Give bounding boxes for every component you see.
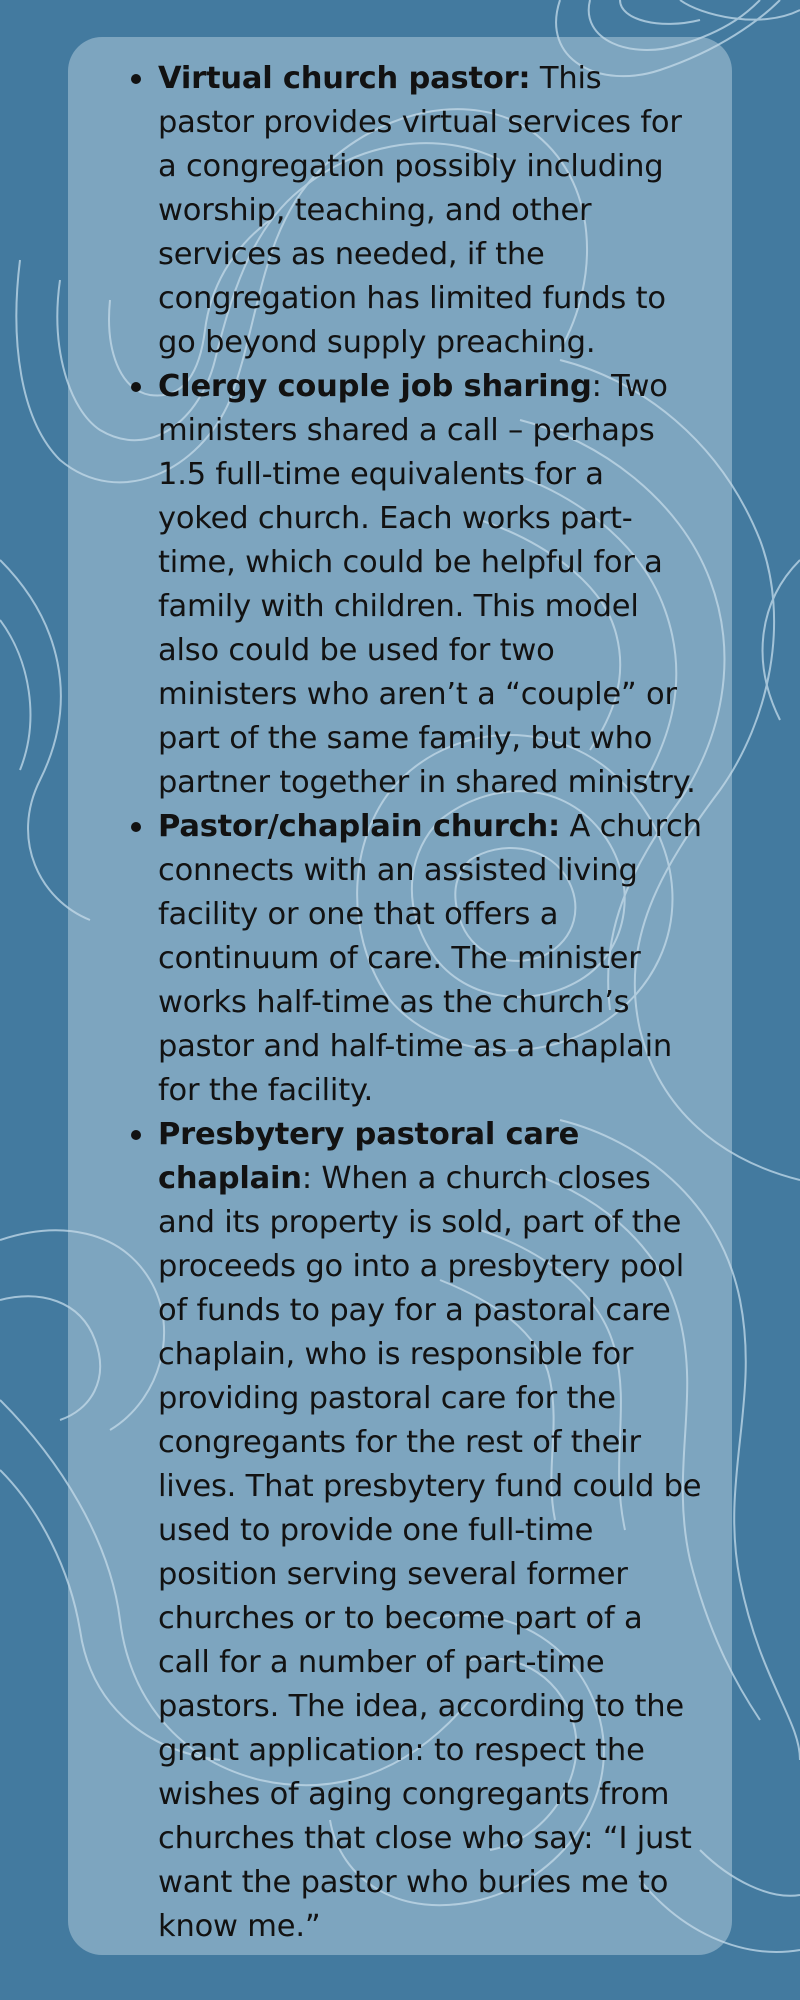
item-body: A church connects with an assisted living facility or one that offers a continuum of care. The minister works half-time as the church’s pastor and half-time as a chaplain for the facility. <box>158 809 702 1108</box>
bullet-dot-icon <box>131 382 141 392</box>
item-term: Virtual church pastor: <box>158 61 531 96</box>
list-item <box>158 805 702 1113</box>
bullet-dot-icon <box>131 822 141 832</box>
content-card <box>68 37 732 1955</box>
list-item <box>158 57 702 365</box>
bullet-list <box>68 57 702 1949</box>
item-body: : When a church closes and its property is sold, part of the proceeds go into a presbytery pool of funds to pay for a pastoral care chaplain, who is responsible for providing pastoral care for the congregants for the rest of their lives. That presbytery fund could be used to provide one full-time position serving several former churches or to become part of a call for a number of part-time pastors. The idea, according to the grant application: to respect the wishes of aging congregants from churches that close who say: “I just want the pastor who buries me to know me.” <box>158 1161 702 1944</box>
item-body: : Two ministers shared a call – perhaps 1.5 full-time equivalents for a yoked church. Each works part-time, which could be helpful for a family with children. This model also could be used for two ministers who aren’t a “couple” or part of the same family, but who partner together in shared ministry. <box>158 369 696 800</box>
item-body: This pastor provides virtual services for a congregation possibly including worship, teaching, and other services as needed, if the congregation has limited funds to go beyond supply preaching. <box>158 61 682 360</box>
list-item <box>158 365 702 805</box>
item-term: Clergy couple job sharing <box>158 369 592 404</box>
item-term: Pastor/chaplain church: <box>158 809 560 844</box>
item-term: Presbytery pastoral care chaplain <box>158 1117 580 1196</box>
bullet-dot-icon <box>131 1130 141 1140</box>
list-item <box>158 1113 702 1949</box>
bullet-dot-icon <box>131 74 141 84</box>
